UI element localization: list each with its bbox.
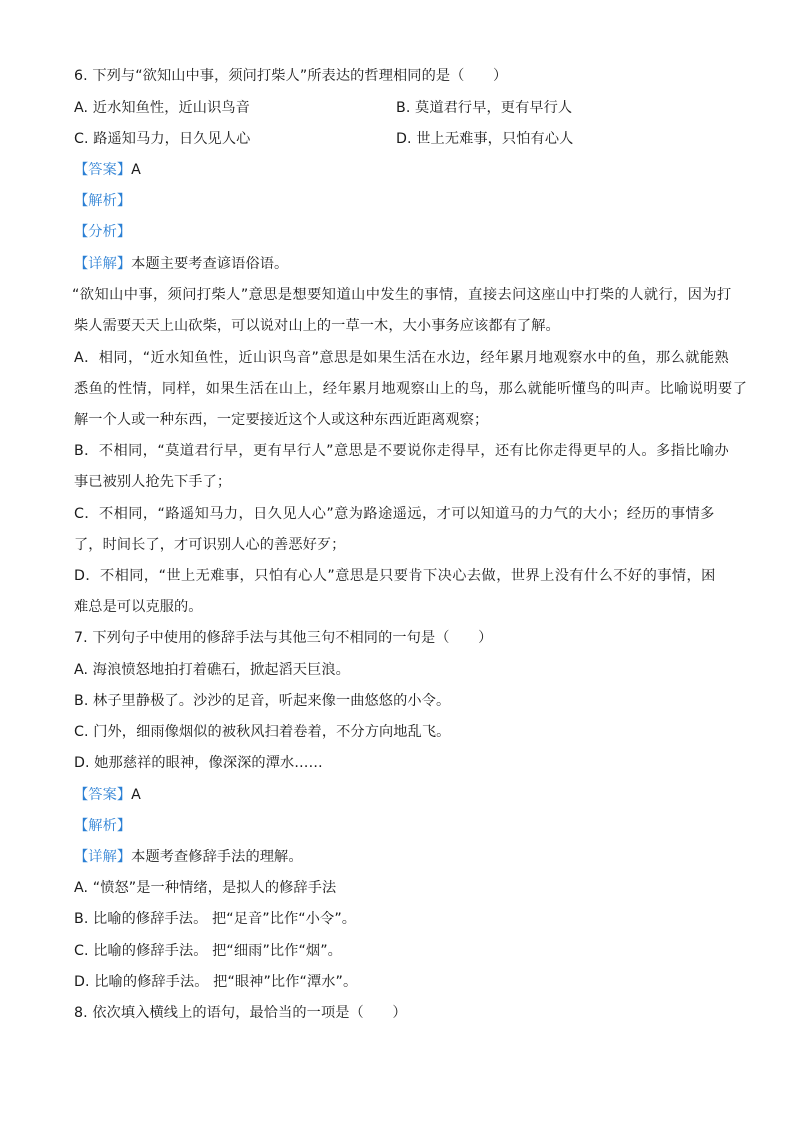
q6-paragraph-line: “欲知山中事，须问打柴人”意思是想要知道山中发生的事情，直接去问这座山中打柴的人就行，因为打 <box>72 287 732 303</box>
q8-stem: 8. 依次填入横线上的语句，最恰当的一项是（ ） <box>74 1005 407 1021</box>
q7-option-b: B. 林子里静极了。沙沙的足音，听起来像一曲悠悠的小令。 <box>74 693 451 709</box>
q7-explanation-line: D. 比喻的修辞手法。 把“眼神”比作“潭水”。 <box>74 974 358 990</box>
q6-paragraph-line: A．相同，“近水知鱼性，近山识鸟音”意思是如果生活在水边，经年累月地观察水中的鱼，那么就能熟 <box>74 350 730 366</box>
q6-paragraph-line: 事已被别人抢先下手了； <box>74 474 232 490</box>
q7-analysis-tag: 【解析】 <box>74 818 132 834</box>
answer-tag: 【答案】 <box>74 787 132 803</box>
q6-answer-line <box>74 160 141 180</box>
q6-stem: 6. 下列与“欲知山中事，须问打柴人”所表达的哲理相同的是（ ） <box>74 68 508 84</box>
q6-option-b: B. 莫道君行早，更有早行人 <box>396 100 573 116</box>
q7-stem: 7. 下列句子中使用的修辞手法与其他三句不相同的一句是（ ） <box>74 630 493 646</box>
answer-value: A <box>131 162 141 178</box>
q6-paragraph-line: 解一个人或一种东西，一定要接近这个人或这种东西近距离观察； <box>74 412 489 428</box>
q7-option-a: A. 海浪愤怒地拍打着礁石，掀起滔天巨浪。 <box>74 662 350 678</box>
q7-option-c: C. 门外，细雨像烟似的被秋风扫着卷着，不分方向地乱飞。 <box>74 724 451 740</box>
q7-detail-line <box>74 847 303 867</box>
detail-tag: 【详解】 <box>74 256 132 272</box>
q6-analysis-tag: 【解析】 <box>74 193 132 209</box>
q6-paragraph-line: 悉鱼的性情，同样，如果生活在山上，经年累月地观察山上的鸟，那么就能听懂鸟的叫声。比喻说明要了 <box>74 381 748 397</box>
q6-paragraph-line: B．不相同，“莫道君行早，更有早行人”意思是不要说你走得早，还有比你走得更早的人。多指比喻办 <box>74 443 730 459</box>
detail-text: 本题考查修辞手法的理解。 <box>131 849 303 865</box>
q6-paragraph-line: C．不相同，“路遥知马力，日久见人心”意为路途遥远，才可以知道马的力气的大小；经历的事情多 <box>74 506 715 522</box>
detail-text: 本题主要考查谚语俗语。 <box>131 256 289 272</box>
q6-paragraph-line: D．不相同，“世上无难事，只怕有心人”意思是只要肯下决心去做，世界上没有什么不好的事情，困 <box>74 568 716 584</box>
q6-option-a: A. 近水知鱼性，近山识鸟音 <box>74 100 250 116</box>
q7-explanation-line: C. 比喻的修辞手法。 把“细雨”比作“烟”。 <box>74 943 342 959</box>
q6-paragraph-line: 难总是可以克服的。 <box>74 599 203 615</box>
q6-paragraph-line: 了，时间长了，才可识别人心的善恶好歹； <box>74 537 346 553</box>
q7-explanation-line: A. “愤怒”是一种情绪，是拟人的修辞手法 <box>74 880 337 896</box>
q6-paragraph-line: 柴人需要天天上山砍柴，可以说对山上的一草一木，大小事务应该都有了解。 <box>74 318 560 334</box>
answer-value: A <box>131 787 141 803</box>
q6-option-c: C. 路遥知马力，日久见人心 <box>74 131 251 147</box>
answer-tag: 【答案】 <box>74 162 132 178</box>
q7-answer-line <box>74 785 141 805</box>
q6-detail-line <box>74 254 288 274</box>
q6-option-d: D. 世上无难事，只怕有心人 <box>396 131 574 147</box>
detail-tag: 【详解】 <box>74 849 132 865</box>
q7-option-d: D. 她那慈祥的眼神，像深深的潭水…… <box>74 755 323 771</box>
q6-fenxi-tag: 【分析】 <box>74 224 132 240</box>
q7-explanation-line: B. 比喻的修辞手法。 把“足音”比作“小令”。 <box>74 911 357 927</box>
